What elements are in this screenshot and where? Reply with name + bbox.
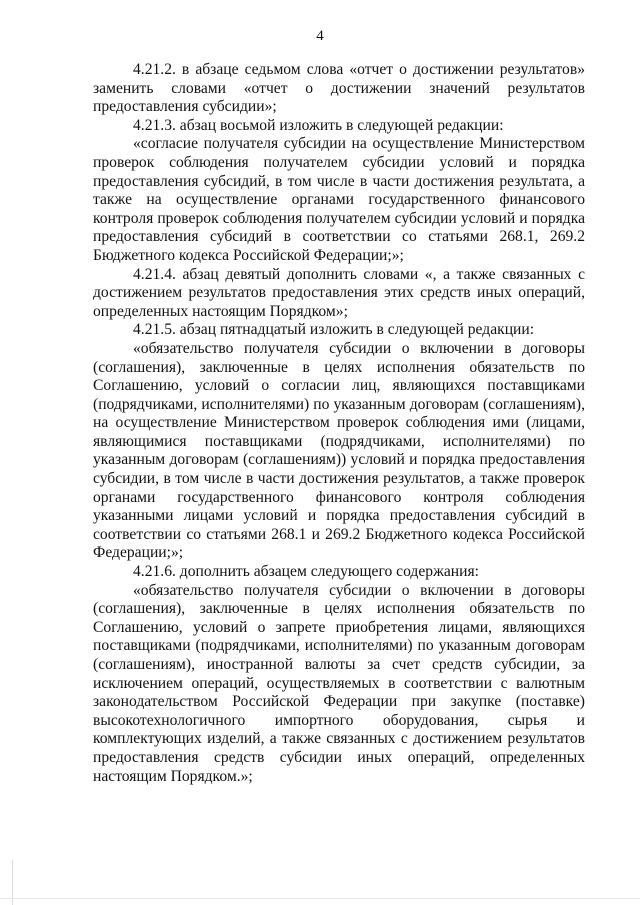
paragraph-4-21-2: 4.21.2. в абзаце седьмом слова «отчет о достижении результатов» заменить словами «отчет о достижении значений результатов предоставления субсидии»; — [93, 61, 585, 116]
paragraph-4-21-3: 4.21.3. абзац восьмой изложить в следующей редакции: — [133, 116, 504, 134]
paragraph-quote-consent: «согласие получателя субсидии на осуществление Министерством проверок соблюдения получателем субсидии условий и порядка предоставления субсидий, в том числе в части достижения результата, а также на осуществление органами государственного финансового контроля проверок соблюдения получателем субсидии условий и порядка предоставления субсидий в соответствии со статьями 268.1, 269.2 Бюджетного кодекса Российской Федерации;»; — [93, 135, 585, 264]
paragraph-4-21-5: 4.21.5. абзац пятнадцатый изложить в следующей редакции: — [133, 321, 535, 339]
paragraph-4-21-6: 4.21.6. дополнить абзацем следующего содержания: — [133, 563, 479, 581]
paragraph-quote-obligation-contracts: «обязательство получателя субсидии о включении в договоры (соглашения), заключенные в целях исполнения обязательств по Соглашению, условий о согласии лиц, являющихся поставщиками (подрядчиками, исполнителями) по указанным договорам (соглашениям), на осуществление Министерством проверок соблюдения ими (лицами, являющимися поставщиками (подрядчиками, исполнителями) по указанным договорам (соглашениям)) условий и порядка предоставления субсидии, в том числе в части достижения результатов, а также проверок органами государственного финансового контроля соблюдения указанными лицами условий и порядка предоставления субсидий в соответствии со статьями 268.1 и 269.2 Бюджетного кодекса Российской Федерации;»; — [93, 339, 585, 562]
scan-bottom-edge — [0, 898, 640, 905]
paragraph-quote-obligation-currency: «обязательство получателя субсидии о включении в договоры (соглашения), заключенные в целях исполнения обязательств по Соглашению, условий о запрете приобретения лицами, являющихся поставщиками (подрядчиками, исполнителями) по указанным договорам (соглашениям), иностранной валюты за счет средств субсидии, за исключением операций, осуществляемых в соответствии с валютным законодательством Российской Федерации при закупке (поставке) высокотехнологичного импортного оборудования, сырья и комплектующих изделий, а также связанных с достижением результатов предоставления средств субсидии иных операций, определенных настоящим Порядком.»; — [93, 581, 585, 785]
document-body — [93, 61, 585, 786]
paragraph-4-21-4: 4.21.4. абзац девятый дополнить словами «, а также связанных с достижением результатов предоставления этих средств иных операций, определенных настоящим Порядком»; — [93, 265, 585, 320]
page-number: 4 — [316, 28, 324, 44]
